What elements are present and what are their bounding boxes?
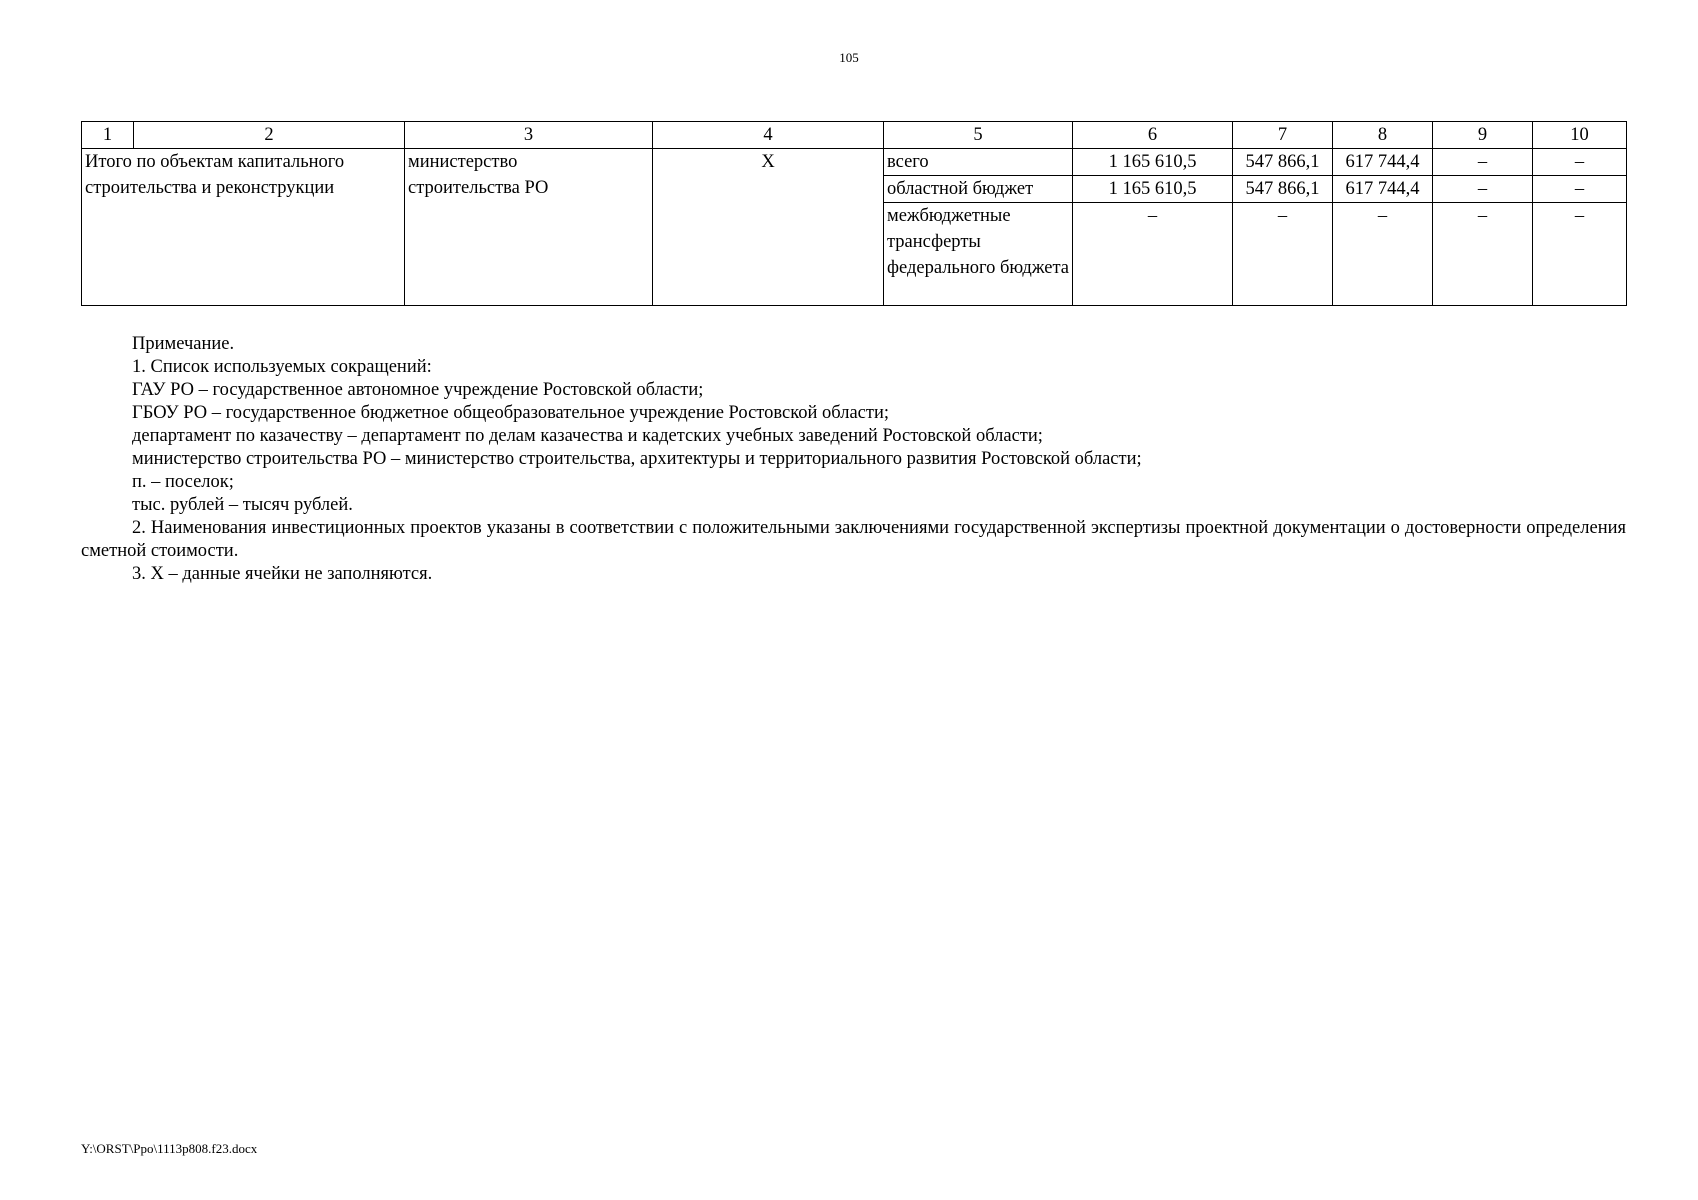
column-header: 9 [1433, 122, 1533, 149]
page-number: 105 [839, 50, 859, 65]
note-item: 3. Х – данные ячейки не заполняются. [132, 564, 433, 584]
value-cell: – [1233, 203, 1333, 306]
column-header: 2 [134, 122, 405, 149]
column-header: 10 [1533, 122, 1627, 149]
note-item: п. – поселок; [132, 472, 234, 492]
column-header: 1 [82, 122, 134, 149]
value-cell: – [1333, 203, 1433, 306]
value-cell: – [1533, 203, 1627, 306]
value-cell: 617 744,4 [1333, 176, 1433, 203]
notes-section [81, 333, 1626, 586]
executor-line: министерство [408, 152, 518, 172]
column-header: 5 [884, 122, 1073, 149]
col4-cell: Х [653, 149, 884, 306]
value-cell: – [1533, 149, 1627, 176]
footer-file-path: Y:\ORST\Ppo\1113p808.f23.docx [81, 1141, 258, 1156]
value-cell: – [1533, 176, 1627, 203]
value-cell: – [1433, 149, 1533, 176]
total-name-cell [82, 149, 405, 306]
value-cell: 547 866,1 [1233, 176, 1333, 203]
note-item: 1. Список используемых сокращений: [132, 357, 432, 377]
value-cell: 547 866,1 [1233, 149, 1333, 176]
table-row [82, 149, 1627, 176]
value-cell: – [1433, 176, 1533, 203]
note-item: 2. Наименования инвестиционных проектов указаны в соответствии с положительными заключениями государственной экспертизы проектной документации о достоверности определения сметной стоимости. [81, 518, 1626, 561]
note-item: тыс. рублей – тысяч рублей. [132, 495, 353, 515]
executor-line: строительства РО [408, 178, 549, 198]
column-header: 3 [405, 122, 653, 149]
column-header: 8 [1333, 122, 1433, 149]
total-name-line: Итого по объектам капитального [85, 152, 345, 172]
funding-source-cell: межбюджетные трансферты федерального бюджета [884, 203, 1073, 306]
budget-table [81, 121, 1627, 306]
note-item: министерство строительства РО – министерство строительства, архитектуры и территориального развития Ростовской области; [132, 449, 1142, 469]
column-header: 4 [653, 122, 884, 149]
funding-source-cell: областной бюджет [884, 176, 1073, 203]
note-item: ГАУ РО – государственное автономное учреждение Ростовской области; [132, 380, 704, 400]
table-header-row [82, 122, 1627, 149]
column-header: 7 [1233, 122, 1333, 149]
total-name-line: строительства и реконструкции [85, 178, 335, 198]
value-cell: 1 165 610,5 [1073, 149, 1233, 176]
column-header: 6 [1073, 122, 1233, 149]
value-cell: 1 165 610,5 [1073, 176, 1233, 203]
note-item: департамент по казачеству – департамент по делам казачества и кадетских учебных заведений Ростовской области; [132, 426, 1043, 446]
executor-cell [405, 149, 653, 306]
value-cell: – [1073, 203, 1233, 306]
value-cell: – [1433, 203, 1533, 306]
value-cell: 617 744,4 [1333, 149, 1433, 176]
funding-source-cell: всего [884, 149, 1073, 176]
note-item: ГБОУ РО – государственное бюджетное общеобразовательное учреждение Ростовской области; [132, 403, 890, 423]
notes-heading: Примечание. [132, 334, 235, 354]
